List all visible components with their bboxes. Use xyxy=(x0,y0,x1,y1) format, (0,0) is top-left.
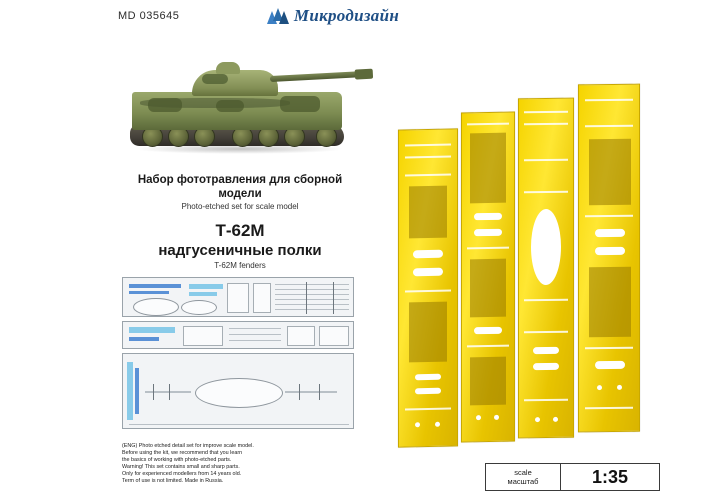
scale-badge xyxy=(485,463,660,491)
preview-panel-top xyxy=(122,277,354,317)
triangles-logo-icon xyxy=(267,6,289,26)
part-name-ru: надгусеничные полки xyxy=(158,242,322,259)
pe-fret-3 xyxy=(518,98,574,439)
t-62m-tank-photo xyxy=(120,40,355,165)
preview-panel-fender xyxy=(122,353,354,429)
legal-line: the basics of working with photo-etched parts. xyxy=(122,457,232,463)
legal-text xyxy=(122,443,372,485)
subtitle-en: Photo-etched set for scale model xyxy=(181,202,299,211)
part-name-en: T-62M fenders xyxy=(214,261,266,270)
legal-line: Only for experienced modellers from 14 years old. xyxy=(122,471,242,477)
subtitle-ru: Набор фототравления для сборной модели xyxy=(137,174,343,200)
brand-name: Микродизайн xyxy=(293,6,400,25)
brand-block xyxy=(248,2,418,30)
legal-line: (ENG) Photo etched detail set for improve scale model. xyxy=(122,443,254,449)
camouflage-patch xyxy=(148,98,182,112)
legal-line: Before using the kit, we recommend that you learn xyxy=(122,450,243,456)
tank-gun-barrel xyxy=(270,71,370,82)
tank-cupola xyxy=(216,62,240,74)
camouflage-patch xyxy=(280,96,320,112)
camouflage-patch xyxy=(216,100,244,112)
fret-preview-diagram xyxy=(122,277,354,429)
camouflage-patch xyxy=(202,74,228,84)
model-name: Т-62М xyxy=(215,221,265,240)
legal-line: Term of use is not limited. Made in Russia. xyxy=(122,478,224,484)
pe-fret-1 xyxy=(398,128,458,447)
scale-label-en: scale xyxy=(514,468,532,477)
preview-panel-middle xyxy=(122,321,354,349)
sku-code: MD 035645 xyxy=(118,10,180,22)
scale-label-ru: масштаб xyxy=(507,477,539,486)
scale-value: 1:35 xyxy=(591,466,629,487)
photo-etched-frets xyxy=(390,82,690,457)
legal-line: Warning! This set contains small and sharp parts. xyxy=(122,464,240,470)
scale-label xyxy=(486,464,561,490)
pe-fret-2 xyxy=(461,112,515,443)
pe-fret-4 xyxy=(578,84,640,433)
